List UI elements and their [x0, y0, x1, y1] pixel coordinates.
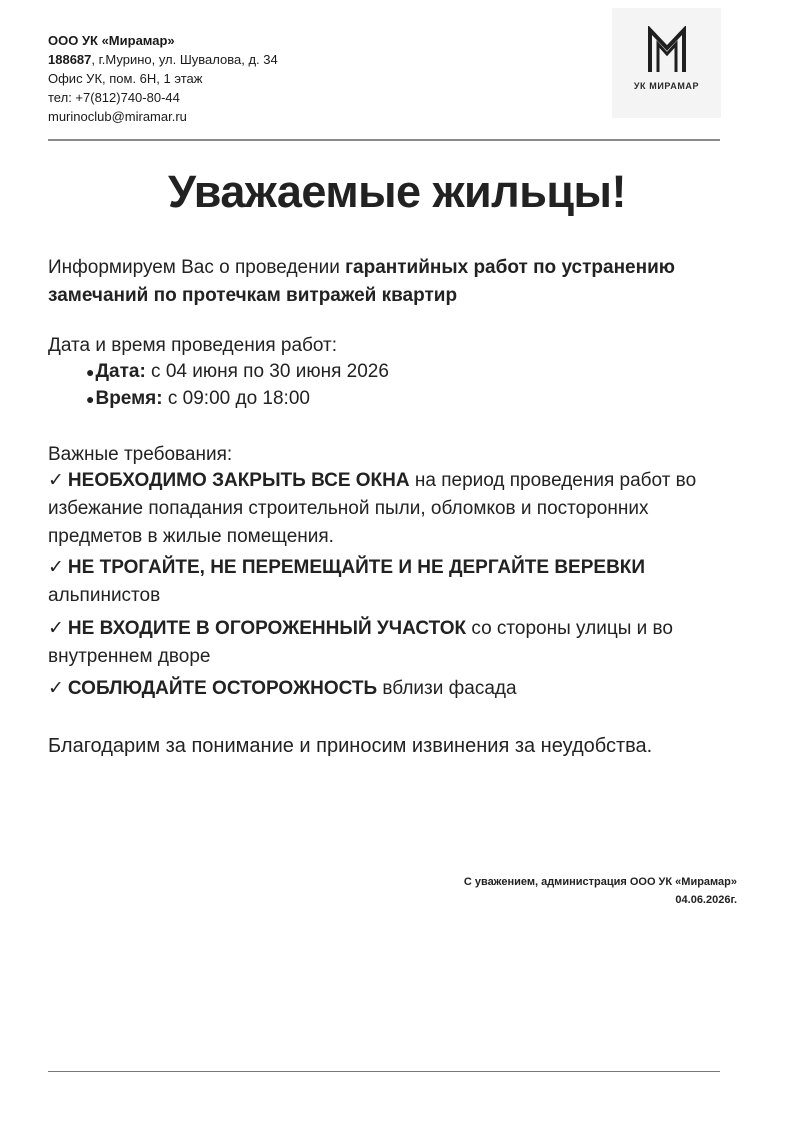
requirements-label: Важные требования:	[48, 444, 233, 465]
requirement-item	[48, 675, 738, 703]
office-location: Офис УК, пом. 6Н, 1 этаж	[48, 71, 203, 86]
checkmark-icon: ✓	[48, 470, 64, 491]
time-label: Время:	[95, 388, 163, 410]
logo-text: УК МИРАМАР	[633, 81, 700, 91]
company-name: ООО УК «Мирамар»	[48, 33, 175, 48]
checkmark-icon: ✓	[48, 618, 64, 639]
phone-number: тел: +7(812)740-80-44	[48, 90, 180, 105]
requirement-text: со стороны улицы и во внутреннем дворе	[48, 618, 673, 667]
requirement-bold: НЕ ТРОГАЙТЕ, НЕ ПЕРЕМЕЩАЙТЕ И НЕ ДЕРГАЙТЕ ВЕРЕВКИ	[67, 557, 646, 578]
schedule-time-item	[86, 386, 310, 412]
requirement-bold: СОБЛЮДАЙТЕ ОСТОРОЖНОСТЬ	[67, 678, 378, 699]
miramar-logo-mark	[647, 26, 687, 74]
schedule-date-item	[86, 359, 389, 385]
requirement-text: альпинистов	[48, 585, 161, 606]
date-value: с 04 июня по 30 июня 2026	[145, 361, 389, 383]
signature-date: 04.06.2026г.	[675, 894, 737, 906]
email-address: murinoclub@miramar.ru	[48, 109, 187, 124]
sender-contacts	[48, 31, 408, 126]
checkmark-icon: ✓	[48, 557, 64, 578]
footer-divider	[48, 1071, 720, 1072]
page-title: Уважаемые жильцы!	[168, 166, 626, 217]
postcode: 188687	[48, 52, 92, 67]
requirement-text: на период проведения работ во избежание попадания строительной пыли, обломков и посторонних предметов в жилые помещения.	[48, 470, 697, 547]
company-address	[48, 50, 408, 69]
intro-highlight: гарантийных работ по устранению замечаний по протечкам витражей квартир	[48, 257, 676, 306]
header-divider	[48, 139, 720, 141]
street-address: , г.Мурино, ул. Шувалова, д. 34	[91, 52, 278, 67]
requirement-item	[48, 467, 738, 551]
bullet-icon: ●	[86, 364, 95, 380]
intro-paragraph	[48, 254, 738, 310]
date-label: Дата:	[95, 361, 146, 383]
requirement-bold: НЕ ВХОДИТЕ В ОГОРОЖЕННЫЙ УЧАСТОК	[67, 618, 467, 639]
checkmark-icon: ✓	[48, 678, 64, 699]
schedule-label: Дата и время проведения работ:	[48, 335, 338, 356]
thanks-message: Благодарим за понимание и приносим извинения за неудобства.	[48, 735, 653, 757]
requirement-item	[48, 615, 738, 671]
intro-text: Информируем Вас о проведении	[48, 257, 346, 278]
requirement-bold: НЕОБХОДИМО ЗАКРЫТЬ ВСЕ ОКНА	[67, 470, 410, 491]
time-value: с 09:00 до 18:00	[162, 388, 310, 410]
signature-line: С уважением, администрация ООО УК «Мирамар»	[463, 876, 737, 888]
company-logo	[612, 8, 721, 118]
requirement-item	[48, 554, 738, 610]
requirement-text: вблизи фасада	[377, 678, 517, 699]
bullet-icon: ●	[86, 391, 95, 407]
